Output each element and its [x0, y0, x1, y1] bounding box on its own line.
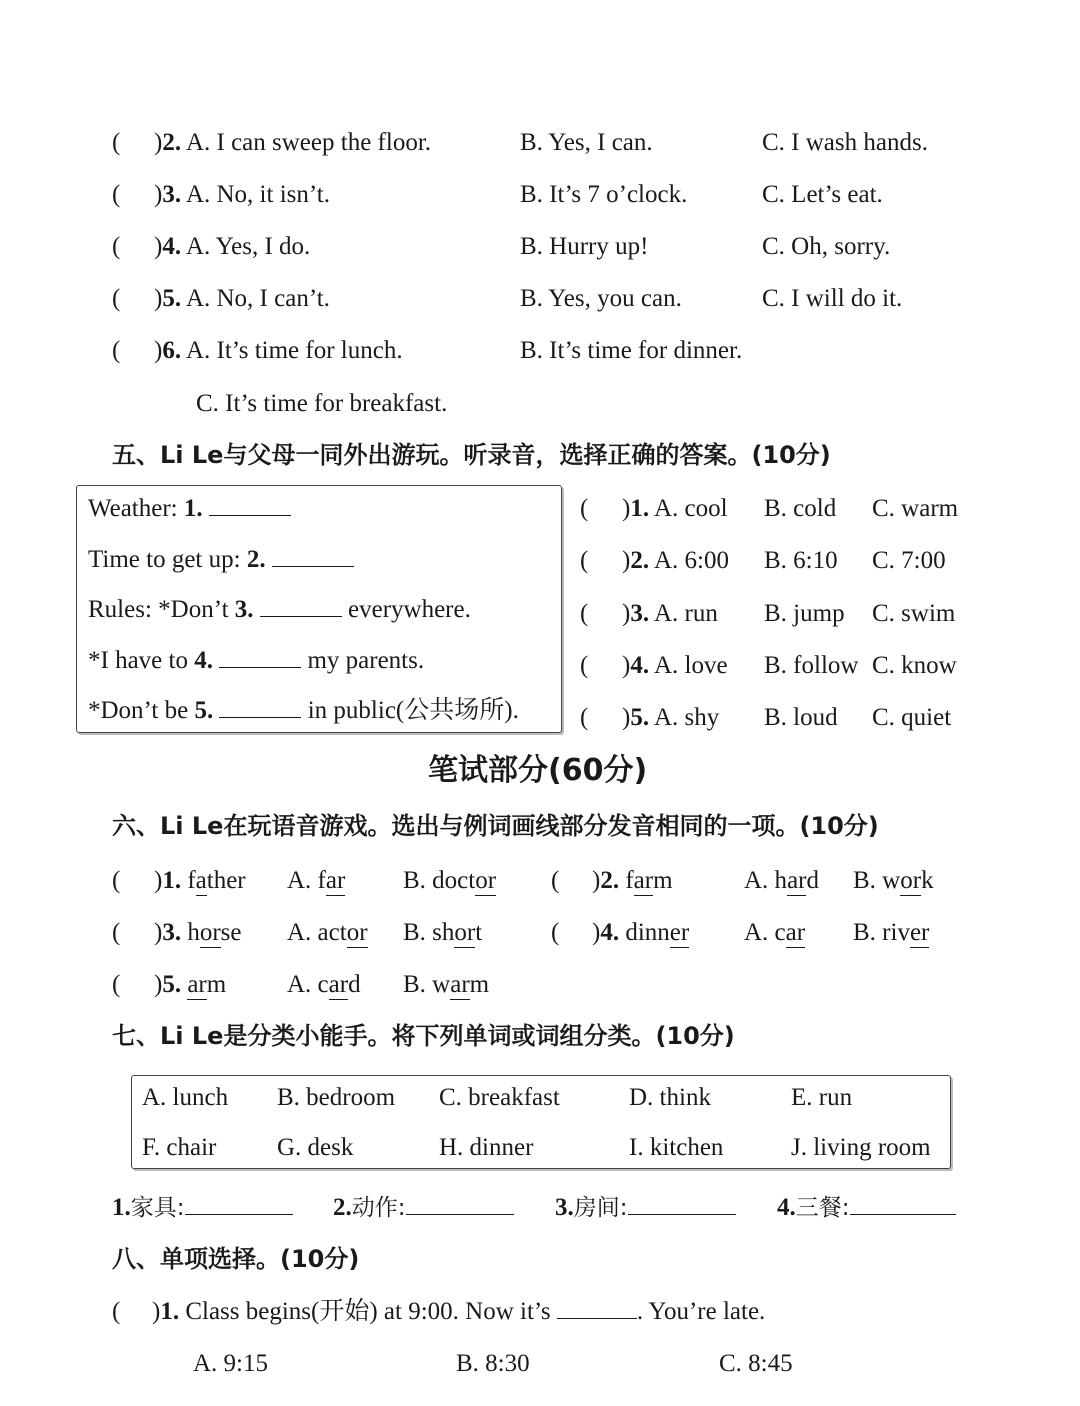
question-stem — [154, 234, 310, 259]
answer-paren[interactable] — [112, 338, 120, 363]
option-b — [853, 868, 934, 893]
word-part: dinn — [625, 919, 670, 946]
answer-blank[interactable] — [219, 666, 301, 668]
question-stem — [154, 338, 403, 363]
option-a: A. No, it isn’t. — [185, 181, 330, 208]
word-bank-item: J. living room — [791, 1134, 931, 1161]
word-part: B. riv — [853, 919, 910, 946]
word-bank-item: D. think — [629, 1084, 711, 1111]
answer-paren[interactable] — [580, 496, 588, 521]
paren-open: ( — [580, 704, 589, 731]
answer-paren[interactable] — [112, 182, 120, 207]
question-number: 3. — [630, 600, 650, 627]
word-bank-item: E. run — [791, 1084, 853, 1111]
question-number: 3. — [162, 919, 182, 946]
option-b: B. Hurry up! — [520, 233, 649, 260]
word-part: h — [187, 919, 200, 946]
category-rooms — [555, 1195, 736, 1220]
option-c: C. I wash hands. — [762, 129, 928, 156]
word-part: d — [806, 867, 819, 894]
paren-open: ( — [580, 600, 589, 627]
paren-open: ( — [112, 233, 121, 260]
written-part-title: 笔试部分(60分) — [428, 753, 648, 788]
option-b — [403, 972, 489, 997]
answer-paren[interactable] — [551, 868, 559, 893]
option-a — [744, 868, 819, 893]
example-word — [592, 868, 673, 893]
option-c: C. Let’s eat. — [762, 181, 883, 208]
category-actions — [333, 1195, 514, 1220]
category-number: 3. — [555, 1194, 574, 1221]
word-part: k — [921, 867, 934, 894]
paren-open: ( — [112, 129, 121, 156]
answer-blank[interactable] — [260, 615, 342, 617]
option-a: A. 6:00 — [653, 547, 729, 574]
option-c: C. know — [872, 652, 957, 679]
option-c: C. 7:00 — [872, 547, 946, 574]
question-stem — [622, 601, 718, 626]
info-label: Weather: — [88, 495, 178, 522]
paren-close: ) — [154, 181, 163, 208]
example-word — [592, 920, 689, 945]
paren-close: ) — [622, 704, 631, 731]
option-b: B. It’s 7 o’clock. — [520, 181, 688, 208]
underlined-part: or — [454, 919, 476, 946]
paren-open: ( — [112, 181, 121, 208]
question-stem — [622, 705, 719, 730]
question-text: . You’re late. — [636, 1298, 766, 1325]
paren-close: ) — [154, 129, 163, 156]
question-stem — [154, 182, 330, 207]
option-c: C. Oh, sorry. — [762, 233, 891, 260]
option-a: A. shy — [653, 704, 720, 731]
blank-number: 1. — [183, 495, 203, 522]
category-number: 2. — [333, 1194, 352, 1221]
underlined-part: or — [346, 919, 368, 946]
option-a: A. cool — [653, 495, 728, 522]
answer-blank[interactable] — [406, 1213, 514, 1215]
word-bank-item: C. breakfast — [439, 1084, 560, 1111]
info-line-rule1 — [88, 597, 471, 622]
word-bank-item: H. dinner — [439, 1134, 534, 1161]
paren-open: ( — [112, 1298, 121, 1325]
answer-paren[interactable] — [112, 920, 120, 945]
answer-paren[interactable] — [580, 601, 588, 626]
option-c: C. warm — [872, 495, 959, 522]
option-b: B. 6:10 — [764, 547, 838, 574]
section-6-heading: 六、Li Le在玩语音游戏。选出与例词画线部分发音相同的一项。(10分) — [112, 812, 879, 840]
underlined-part: or — [900, 867, 922, 894]
paren-open: ( — [551, 919, 560, 946]
example-word — [154, 972, 226, 997]
paren-close: ) — [622, 495, 631, 522]
paren-close: ) — [154, 971, 163, 998]
word-part: f — [187, 867, 196, 894]
word-part: m — [653, 867, 673, 894]
section-5-heading: 五、Li Le与父母一同外出游玩。听录音，选择正确的答案。(10分) — [112, 441, 831, 469]
underlined-part: ar — [328, 971, 349, 998]
word-bank-item: I. kitchen — [629, 1134, 724, 1161]
answer-blank[interactable] — [219, 716, 301, 718]
blank-number: 5. — [194, 697, 214, 724]
option-a — [287, 920, 368, 945]
option-b: B. Yes, I can. — [520, 129, 653, 156]
paren-open: ( — [551, 867, 560, 894]
question-number: 1. — [160, 1298, 180, 1325]
answer-blank[interactable] — [272, 565, 354, 567]
paren-close: ) — [592, 919, 601, 946]
paren-close: ) — [154, 233, 163, 260]
question-number: 1. — [162, 867, 182, 894]
category-label: 房间: — [573, 1195, 628, 1221]
paren-open: ( — [112, 971, 121, 998]
question-stem — [622, 548, 729, 573]
category-furniture — [112, 1195, 293, 1220]
word-part: A. act — [287, 919, 347, 946]
question-stem — [154, 130, 431, 155]
answer-paren[interactable] — [580, 705, 588, 730]
paren-close: ) — [154, 285, 163, 312]
question-number: 2. — [600, 867, 620, 894]
answer-blank[interactable] — [209, 514, 291, 516]
option-c: C. It’s time for breakfast. — [196, 390, 448, 417]
paren-close: ) — [154, 867, 163, 894]
question-stem — [154, 286, 330, 311]
paren-close: ) — [622, 652, 631, 679]
question-stem — [152, 1299, 765, 1324]
blank-number: 3. — [234, 596, 254, 623]
answer-blank[interactable] — [557, 1317, 637, 1319]
question-number: 2. — [162, 129, 182, 156]
option-a: A. run — [653, 600, 718, 627]
word-part: B. w — [853, 867, 901, 894]
word-part: f — [625, 867, 634, 894]
answer-paren[interactable] — [112, 868, 120, 893]
blank-number: 4. — [194, 647, 213, 674]
word-part: se — [220, 919, 242, 946]
category-number: 1. — [112, 1194, 131, 1221]
info-line-rule3 — [88, 698, 519, 723]
word-part: B. doct — [403, 867, 476, 894]
word-part: t — [475, 919, 483, 946]
blank-number: 2. — [246, 546, 266, 573]
option-a: A. Yes, I do. — [185, 233, 311, 260]
question-number: 2. — [630, 547, 650, 574]
paren-close: ) — [592, 867, 601, 894]
example-word — [154, 868, 246, 893]
underlined-part: ar — [633, 867, 654, 894]
info-line-weather — [88, 496, 291, 521]
category-label: 三餐: — [795, 1195, 850, 1221]
category-label: 动作: — [351, 1195, 406, 1221]
word-part: m — [206, 971, 227, 998]
word-bank-item: B. bedroom — [277, 1084, 396, 1111]
paren-open: ( — [580, 547, 589, 574]
word-bank-item: A. lunch — [142, 1084, 229, 1111]
answer-paren[interactable] — [551, 920, 559, 945]
answer-paren[interactable] — [112, 1299, 120, 1324]
answer-paren[interactable] — [112, 234, 120, 259]
info-text: in public(公共场所). — [307, 697, 519, 724]
word-part: B. sh — [403, 919, 455, 946]
answer-blank[interactable] — [850, 1213, 956, 1215]
info-text: everywhere. — [348, 596, 471, 623]
word-part: A. c — [287, 971, 329, 998]
option-b: B. loud — [764, 704, 838, 731]
section-7-heading: 七、Li Le是分类小能手。将下列单词或词组分类。(10分) — [112, 1022, 735, 1050]
option-b: B. jump — [764, 600, 845, 627]
info-line-rule2 — [88, 648, 424, 673]
option-a — [287, 972, 361, 997]
option-b: B. Yes, you can. — [520, 285, 682, 312]
option-b — [403, 868, 496, 893]
example-word — [154, 920, 241, 945]
option-c: C. swim — [872, 600, 956, 627]
question-number: 5. — [162, 285, 182, 312]
option-a: A. It’s time for lunch. — [185, 337, 403, 364]
underlined-part: or — [199, 919, 221, 946]
question-number: 1. — [630, 495, 650, 522]
question-number: 5. — [630, 704, 650, 731]
option-a: A. I can sweep the floor. — [185, 129, 432, 156]
paren-open: ( — [112, 919, 121, 946]
question-stem — [622, 653, 728, 678]
answer-blank[interactable] — [628, 1213, 736, 1215]
paren-close: ) — [152, 1298, 161, 1325]
answer-paren[interactable] — [112, 130, 120, 155]
word-part: d — [348, 971, 361, 998]
option-a — [744, 920, 805, 945]
answer-paren[interactable] — [112, 972, 120, 997]
category-meals — [777, 1195, 956, 1220]
option-b: B. It’s time for dinner. — [520, 337, 743, 364]
word-bank-item: G. desk — [277, 1134, 354, 1161]
info-label: Rules: *Don’t — [88, 596, 229, 623]
underlined-part: ar — [187, 971, 207, 998]
underlined-part: er — [909, 919, 930, 946]
word-part: ther — [206, 867, 246, 894]
option-b — [403, 920, 482, 945]
option-a: A. 9:15 — [193, 1350, 268, 1377]
paren-close: ) — [622, 547, 631, 574]
underlined-part: ar — [787, 867, 807, 894]
paren-open: ( — [112, 337, 121, 364]
paren-close: ) — [154, 919, 163, 946]
paren-close: ) — [622, 600, 631, 627]
word-part: m — [469, 971, 490, 998]
word-bank-item: F. chair — [142, 1134, 217, 1161]
paren-open: ( — [112, 285, 121, 312]
word-part: B. w — [403, 971, 451, 998]
underlined-part: er — [669, 919, 690, 946]
paren-close: ) — [154, 337, 163, 364]
option-b — [853, 920, 929, 945]
question-number: 4. — [600, 919, 620, 946]
paren-open: ( — [112, 867, 121, 894]
word-part: A. c — [744, 919, 786, 946]
question-number: 4. — [630, 652, 650, 679]
info-label: *I have to — [88, 647, 188, 674]
answer-paren[interactable] — [580, 653, 588, 678]
paren-open: ( — [580, 495, 589, 522]
info-label: *Don’t be — [88, 697, 189, 724]
option-a: A. No, I can’t. — [185, 285, 330, 312]
option-b: B. 8:30 — [456, 1350, 530, 1377]
option-b: B. cold — [764, 495, 837, 522]
option-c: C. 8:45 — [719, 1350, 793, 1377]
question-number: 4. — [162, 233, 182, 260]
question-text: Class begins(开始) at 9:00. Now it’s — [185, 1298, 551, 1325]
underlined-part: ar — [325, 867, 346, 894]
answer-paren[interactable] — [580, 548, 588, 573]
option-a: A. love — [653, 652, 728, 679]
question-number: 6. — [162, 337, 182, 364]
option-b: B. follow — [764, 652, 859, 679]
answer-blank[interactable] — [185, 1213, 293, 1215]
option-c: C. I will do it. — [762, 285, 903, 312]
question-number: 3. — [162, 181, 182, 208]
info-label: Time to get up: — [88, 546, 241, 573]
question-stem — [622, 496, 728, 521]
word-part: A. h — [744, 867, 788, 894]
info-text: my parents. — [307, 647, 425, 674]
underlined-part: ar — [450, 971, 470, 998]
underlined-part: a — [195, 867, 207, 894]
underlined-part: ar — [785, 919, 806, 946]
option-c: C. quiet — [872, 704, 952, 731]
option-a — [287, 868, 345, 893]
answer-paren[interactable] — [112, 286, 120, 311]
question-number: 5. — [162, 971, 182, 998]
word-part: A. f — [287, 867, 326, 894]
category-label: 家具: — [130, 1195, 185, 1221]
paren-open: ( — [580, 652, 589, 679]
section-8-heading: 八、单项选择。(10分) — [112, 1245, 360, 1273]
info-line-time — [88, 547, 354, 572]
category-number: 4. — [777, 1194, 796, 1221]
underlined-part: or — [475, 867, 497, 894]
